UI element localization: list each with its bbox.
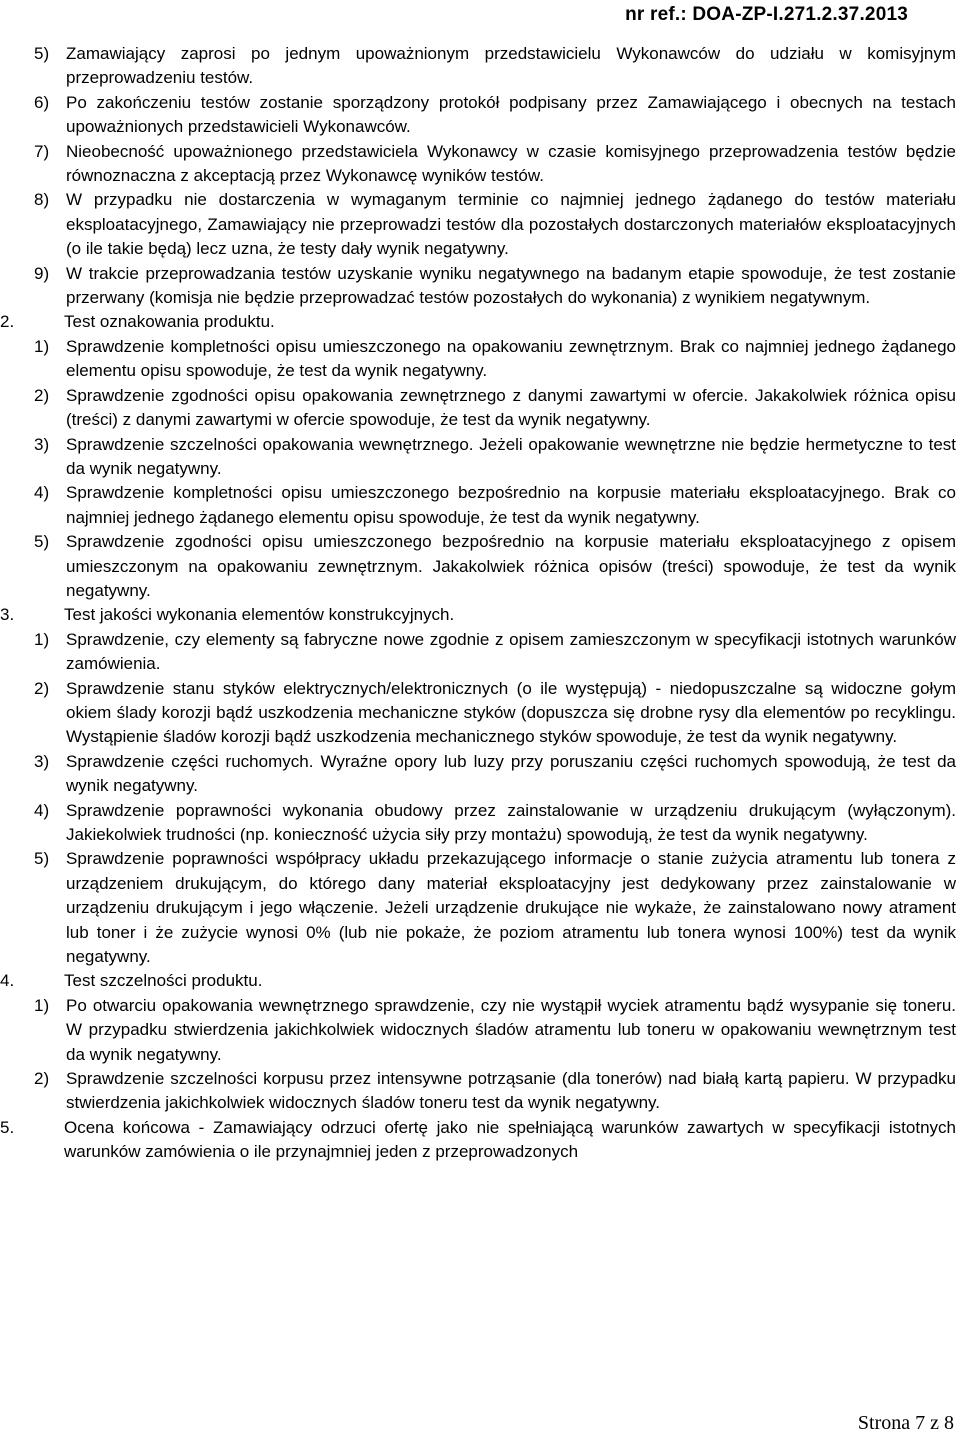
list-item <box>34 262 956 311</box>
item-number: 1) <box>34 336 50 356</box>
document-reference-header: nr ref.: DOA-ZP-I.271.2.37.2013 <box>625 4 908 25</box>
list-item <box>34 750 956 799</box>
list-item <box>34 140 956 189</box>
item-text: Sprawdzenie szczelności opakowania wewnętrznego. Jeżeli opakowanie wewnętrzne nie będzie hermetyczne to test da wynik negatywny. <box>66 434 956 478</box>
list-item <box>34 677 956 750</box>
list-item <box>34 188 956 261</box>
item-text: Sprawdzenie zgodności opisu opakowania zewnętrznego z danymi zawartymi w ofercie. Jakakolwiek różnica opisu (treści) z danymi zawartymi w ofercie spowoduje, że test da wynik negatywny. <box>66 385 956 430</box>
item-text: Test szczelności produktu. <box>64 971 263 991</box>
section-heading-item <box>0 603 956 627</box>
item-number: 4) <box>34 483 50 503</box>
item-text: Nieobecność upoważnionego przedstawiciela Wykonawcy w czasie komisyjnego przeprowadzenia testów będzie równoznaczna z akceptacją przez Wykonawcę wyników testów. <box>66 141 956 186</box>
item-text: Po otwarciu opakowania wewnętrznego sprawdzenie, czy nie wystąpił wyciek atramentu bądź wysypanie się toneru. W przypadku stwierdzenia jakichkolwiek widocznych śladów atramentu lub toneru w opakowaniu wewnętrznym test da wynik negatywny. <box>66 995 956 1064</box>
item-text: Po zakończeniu testów zostanie sporządzony protokół podpisany przez Zamawiającego i obecnych na testach upoważnionych przedstawicieli Wykonawców. <box>66 92 956 137</box>
item-number: 5) <box>34 849 50 869</box>
section-heading-item <box>0 310 956 334</box>
item-number: 6) <box>34 92 50 112</box>
section-heading-item <box>0 1116 956 1165</box>
item-text: Sprawdzenie kompletności opisu umieszczonego bezpośrednio na korpusie materiału eksploatacyjnego. Brak co najmniej jednego żądanego elementu opisu spowoduje, że test da wynik negatywny. <box>66 483 956 527</box>
document-body <box>0 42 956 1165</box>
item-number: 2) <box>34 1069 50 1089</box>
list-item <box>34 1067 956 1116</box>
item-number: 9) <box>34 263 50 283</box>
item-number: 2) <box>34 678 50 698</box>
item-text: W trakcie przeprowadzania testów uzyskanie wyniku negatywnego na badanym etapie spowoduje, że test zostanie przerwany (komisja nie będzie przeprowadzać testów pozostałych do wykonania) z wynikiem negatywnym. <box>66 263 956 308</box>
item-number: 5. <box>0 1117 15 1137</box>
item-number: 2. <box>0 312 15 332</box>
list-item <box>34 481 956 530</box>
item-text: Test jakości wykonania elementów konstrukcyjnych. <box>64 605 455 625</box>
list-item <box>34 91 956 140</box>
list-item <box>34 994 956 1067</box>
item-text: Test oznakowania produktu. <box>64 312 275 332</box>
list-item <box>34 42 956 91</box>
item-text: Sprawdzenie części ruchomych. Wyraźne opory lub luzy przy poruszaniu części ruchomych spowodują, że test da wynik negatywny. <box>66 751 956 796</box>
item-number: 1) <box>34 995 50 1015</box>
item-number: 3) <box>34 751 50 771</box>
item-number: 5) <box>34 44 50 63</box>
list-item <box>34 847 956 969</box>
item-number: 4. <box>0 971 15 991</box>
item-text: Sprawdzenie kompletności opisu umieszczonego na opakowaniu zewnętrznym. Brak co najmniej jednego żądanego elementu opisu spowoduje, że test da wynik negatywny. <box>66 336 956 381</box>
item-text: Sprawdzenie poprawności współpracy układu przekazującego informacje o stanie zużycia atramentu lub tonera z urządzeniem drukującym, do którego dany materiał eksploatacyjny jest dedykowany przez zainstalowanie w urządzeniu drukującym i jego włączenie. Jeżeli urządzenie drukujące nie wykaże, że zainstalowano nowy atrament lub toner i że zużycie wynosi 0% (lub nie pokaże, że poziom atramentu lub tonera wynosi 100%) test da wynik negatywny. <box>66 849 956 967</box>
item-number: 3) <box>34 434 50 454</box>
item-number: 8) <box>34 190 50 210</box>
list-item <box>34 799 956 848</box>
page-number: Strona 7 z 8 <box>857 1412 954 1434</box>
item-number: 7) <box>34 141 50 161</box>
item-number: 3. <box>0 605 15 625</box>
item-number: 5) <box>34 532 50 552</box>
item-text: Sprawdzenie zgodności opisu umieszczonego bezpośrednio na korpusie materiału eksploatacyjnego z opisem umieszczonym na opakowaniu zewnętrznym. Jakakolwiek różnica opisów (treści) spowoduje, że test da wynik negatywny. <box>66 532 956 600</box>
list-item <box>34 530 956 603</box>
item-text: Sprawdzenie stanu styków elektrycznych/elektronicznych (o ile występują) - niedopuszczalne są widoczne gołym okiem ślady korozji bądź uszkodzenia mechaniczne styków (dopuszcza się drobne rysy dla elementów po recyklingu. Wystąpienie śladów korozji bądź uszkodzenia mechanicznego styków spowoduje, że test da wynik negatywny. <box>66 678 956 747</box>
list-item <box>34 433 956 482</box>
item-text: Sprawdzenie, czy elementy są fabryczne nowe zgodnie z opisem zamieszczonym w specyfikacji istotnych warunków zamówienia. <box>66 629 956 674</box>
item-number: 4) <box>34 800 50 820</box>
list-item <box>34 628 956 677</box>
item-text: Zamawiający zaprosi po jednym upoważnionym przedstawicielu Wykonawców do udziału w komisyjnym przeprowadzeniu testów. <box>66 44 956 88</box>
item-text: Ocena końcowa - Zamawiający odrzuci ofertę jako nie spełniającą warunków zawartych w specyfikacji istotnych warunków zamówienia o ile przynajmniej jeden z przeprowadzonych <box>64 1117 956 1162</box>
list-item <box>34 384 956 433</box>
item-text: W przypadku nie dostarczenia w wymaganym terminie co najmniej jednego żądanego do testów materiału eksploatacyjnego, Zamawiający nie przeprowadzi testów dla pozostałych dostarczonych materiałów eksploatacyjnych (o ile takie będą) lecz uzna, że testy dały wynik negatywny. <box>66 190 956 259</box>
item-number: 1) <box>34 629 50 649</box>
item-number: 2) <box>34 385 50 405</box>
item-text: Sprawdzenie szczelności korpusu przez intensywne potrząsanie (dla tonerów) nad białą kartą papieru. W przypadku stwierdzenia jakichkolwiek widocznych śladów toneru test da wynik negatywny. <box>66 1069 956 1113</box>
item-text: Sprawdzenie poprawności wykonania obudowy przez zainstalowanie w urządzeniu drukującym (wyłączonym). Jakiekolwiek trudności (np. konieczność użycia siły przy montażu) spowodują, że test da wynik negatywny. <box>66 800 956 844</box>
list-item <box>34 335 956 384</box>
section-heading-item <box>0 969 956 993</box>
